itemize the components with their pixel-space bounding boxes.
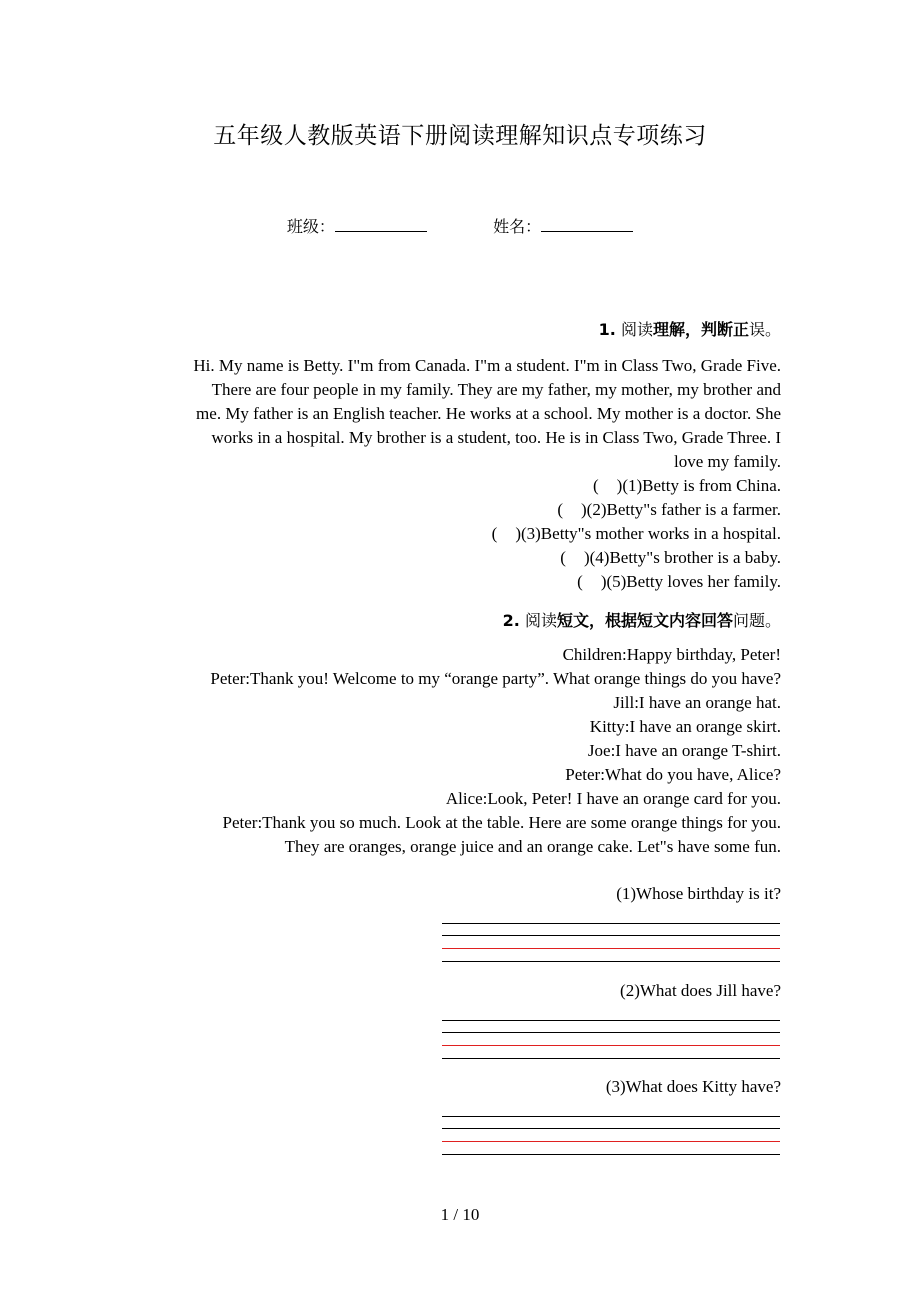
student-info-row bbox=[0, 214, 920, 237]
judge-close: ) bbox=[616, 476, 623, 495]
section2-dialogue bbox=[131, 643, 781, 859]
dialogue-line: Children:Happy birthday, Peter! bbox=[562, 645, 781, 664]
section1-heading-c: 误。 bbox=[748, 320, 781, 339]
dialogue-line: Kitty:I have an orange skirt. bbox=[589, 717, 781, 736]
judge-close: ) bbox=[583, 548, 590, 567]
name-label: 姓名： bbox=[493, 217, 542, 236]
judge-text: (2)Betty"s father is a farmer. bbox=[586, 500, 781, 519]
answer-lines-3[interactable] bbox=[442, 1116, 780, 1158]
judge-item bbox=[131, 522, 781, 546]
section2-number: 2. bbox=[502, 611, 520, 630]
judge-close: ) bbox=[515, 524, 521, 543]
section1-number: 1. bbox=[598, 320, 616, 339]
answer-lines-1[interactable] bbox=[442, 923, 780, 965]
passage-line: love my family. bbox=[673, 452, 781, 471]
judge-item bbox=[131, 546, 781, 570]
judge-text: (3)Betty"s mother works in a hospital. bbox=[520, 524, 781, 543]
judge-close: ) bbox=[600, 572, 607, 591]
name-blank[interactable] bbox=[541, 217, 633, 232]
passage-line: Hi. My name is Betty. I"m from Canada. I"m a student. I"m in Class Two, Grade Five. bbox=[193, 356, 781, 375]
dialogue-line: Joe:I have an orange T-shirt. bbox=[587, 741, 781, 760]
judge-text: (4)Betty"s brother is a baby. bbox=[589, 548, 781, 567]
judge-close: ) bbox=[580, 500, 587, 519]
class-field bbox=[287, 214, 427, 237]
section1-passage bbox=[131, 354, 781, 594]
name-field bbox=[493, 214, 633, 237]
judge-item bbox=[131, 474, 781, 498]
judge-open: ( bbox=[491, 524, 498, 543]
section1-heading bbox=[599, 317, 781, 340]
judge-open: ( bbox=[593, 476, 599, 495]
question-1: (1)Whose birthday is it? bbox=[616, 884, 781, 903]
question-3: (3)What does Kitty have? bbox=[605, 1077, 781, 1096]
judge-open: ( bbox=[557, 500, 563, 519]
section2-heading-c: 问题。 bbox=[732, 611, 781, 630]
section2-heading bbox=[503, 608, 781, 631]
question-2: (2)What does Jill have? bbox=[620, 981, 781, 1000]
dialogue-line: Peter:Thank you so much. Look at the table. Here are some orange things for you. bbox=[222, 813, 781, 832]
section1-heading-a: 阅读 bbox=[620, 320, 653, 339]
passage-line: me. My father is an English teacher. He works at a school. My mother is a doctor. She bbox=[196, 404, 781, 423]
page-number: 1 / 10 bbox=[440, 1205, 480, 1224]
dialogue-line: Peter:Thank you! Welcome to my “orange party”. What orange things do you have? bbox=[210, 669, 781, 688]
dialogue-line: Peter:What do you have, Alice? bbox=[565, 765, 781, 784]
judge-open: ( bbox=[560, 548, 566, 567]
passage-line: There are four people in my family. They are my father, my mother, my brother and bbox=[211, 380, 781, 399]
dialogue-line: Jill:I have an orange hat. bbox=[613, 693, 781, 712]
passage-line: works in a hospital. My brother is a student, too. He is in Class Two, Grade Three. I bbox=[211, 428, 781, 447]
answer-lines-2[interactable] bbox=[442, 1020, 780, 1062]
dialogue-line: Alice:Look, Peter! I have an orange card for you. bbox=[445, 789, 781, 808]
section2-heading-a: 阅读 bbox=[524, 611, 557, 630]
section2-heading-b: 短文，根据短文内容回答 bbox=[556, 611, 733, 630]
class-blank[interactable] bbox=[335, 217, 427, 232]
dialogue-line: They are oranges, orange juice and an orange cake. Let"s have some fun. bbox=[284, 837, 781, 856]
judge-item bbox=[131, 498, 781, 522]
judge-text: (5)Betty loves her family. bbox=[606, 572, 781, 591]
judge-item bbox=[131, 570, 781, 594]
page-title: 五年级人教版英语下册阅读理解知识点专项练习 bbox=[213, 123, 707, 149]
judge-text: (1)Betty is from China. bbox=[622, 476, 781, 495]
section1-heading-b: 理解，判断正 bbox=[652, 320, 749, 339]
class-label: 班级： bbox=[286, 217, 335, 236]
judge-open: ( bbox=[577, 572, 583, 591]
